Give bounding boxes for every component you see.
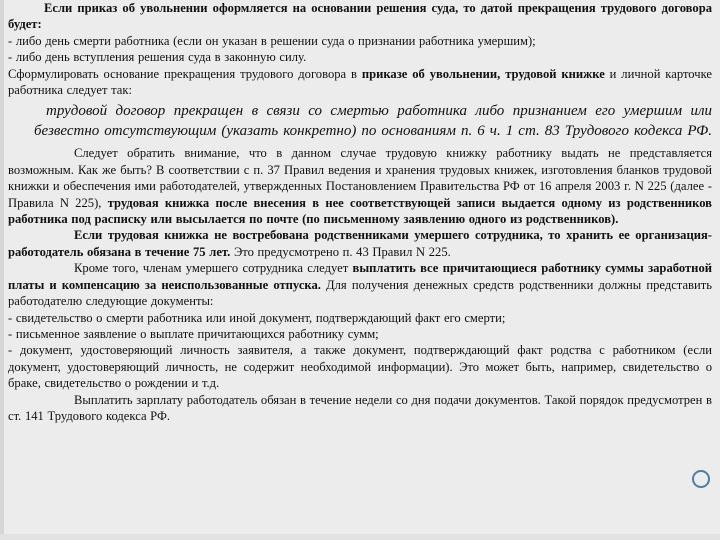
paragraph-payment-deadline: Выплатить зарплату работодатель обязан в течение недели со дня подачи документов. Такой порядок предусмотрен в ст. 141 Трудового кодекса РФ. [8,392,712,423]
list-item-application: - письменное заявление о выплате причитающихся работнику сумм; [8,326,379,341]
payments-emphasis: выплатить все причитающиеся работнику суммы заработной платы и компенсацию за неиспользованные отпуска. [8,261,712,292]
work-book-text: Следует обратить внимание, что в данном случае трудовую книжку работнику выдать не представляется возможным. Как же быть? В соответствии с п. 37 Правил ведения и хранения трудовых книжек, изготовления бланков трудовой книжки и обеспечения ими работодателей, утвержденных Постановлением Правительства РФ от 16 апреля 2003 г. N 225 (далее - Правила N 225), [8,146,712,210]
paragraph-court-decision: Если приказ об увольнении оформляется на основании решения суда, то датой прекращения трудового договора будет: [8,1,712,32]
storage-text: Это предусмотрено п. 43 Правил N 225. [230,244,451,259]
slide-body [4,0,712,540]
paragraph-payments [8,260,712,309]
wording-emphasis: приказе об увольнении, трудовой книжке [361,66,605,81]
list-item-death-certificate: - свидетельство о смерти работника или иной документ, подтверждающий факт его смерти; [8,310,506,325]
paragraph-storage [8,227,712,260]
work-book-emphasis: трудовая книжка после внесения в нее соответствующей записи выдается одному из родственников работника под расписку или высылается по почте (по письменному заявлению одного из родственников). [8,195,712,227]
list-item-effective-date: - либо день вступления решения суда в законную силу. [8,50,307,65]
payments-text: Кроме того, членам умершего сотрудника следует [74,261,353,276]
list-item-identity-document: - документ, удостоверяющий личность заявителя, а также документ, подтверждающий факт родства с работником (если документ, удостоверяющий личность, не содержит необходимой информации). Это может быть, например, свидетельство о браке, свидетельство о рождении и т.д. [8,343,712,391]
quote-termination-wording: трудовой договор прекращен в связи со смертью работника либо признанием его умершим или безвестно отсутствующим (указать конкретно) по основаниям п. 6 ч. 1 ст. 83 Трудового кодекса РФ. [34,103,712,140]
list-item-death-date: - либо день смерти работника (если он указан в решении суда о признании работника умершим); [8,33,536,48]
paragraph-work-book [8,145,712,227]
storage-emphasis: Если трудовая книжка не востребована родственниками умершего сотрудника, то хранить ее организация-работодатель обязана в течение 75 лет. [8,228,712,259]
paragraph-wording [8,66,712,99]
wording-text: Сформулировать основание прекращения трудового договора в [8,66,362,81]
wording-tail: и личной карточке работника следует так: [8,66,712,98]
payments-tail: Для получения денежных средств родственники должны представить работодателю следующие документы: [8,277,712,309]
